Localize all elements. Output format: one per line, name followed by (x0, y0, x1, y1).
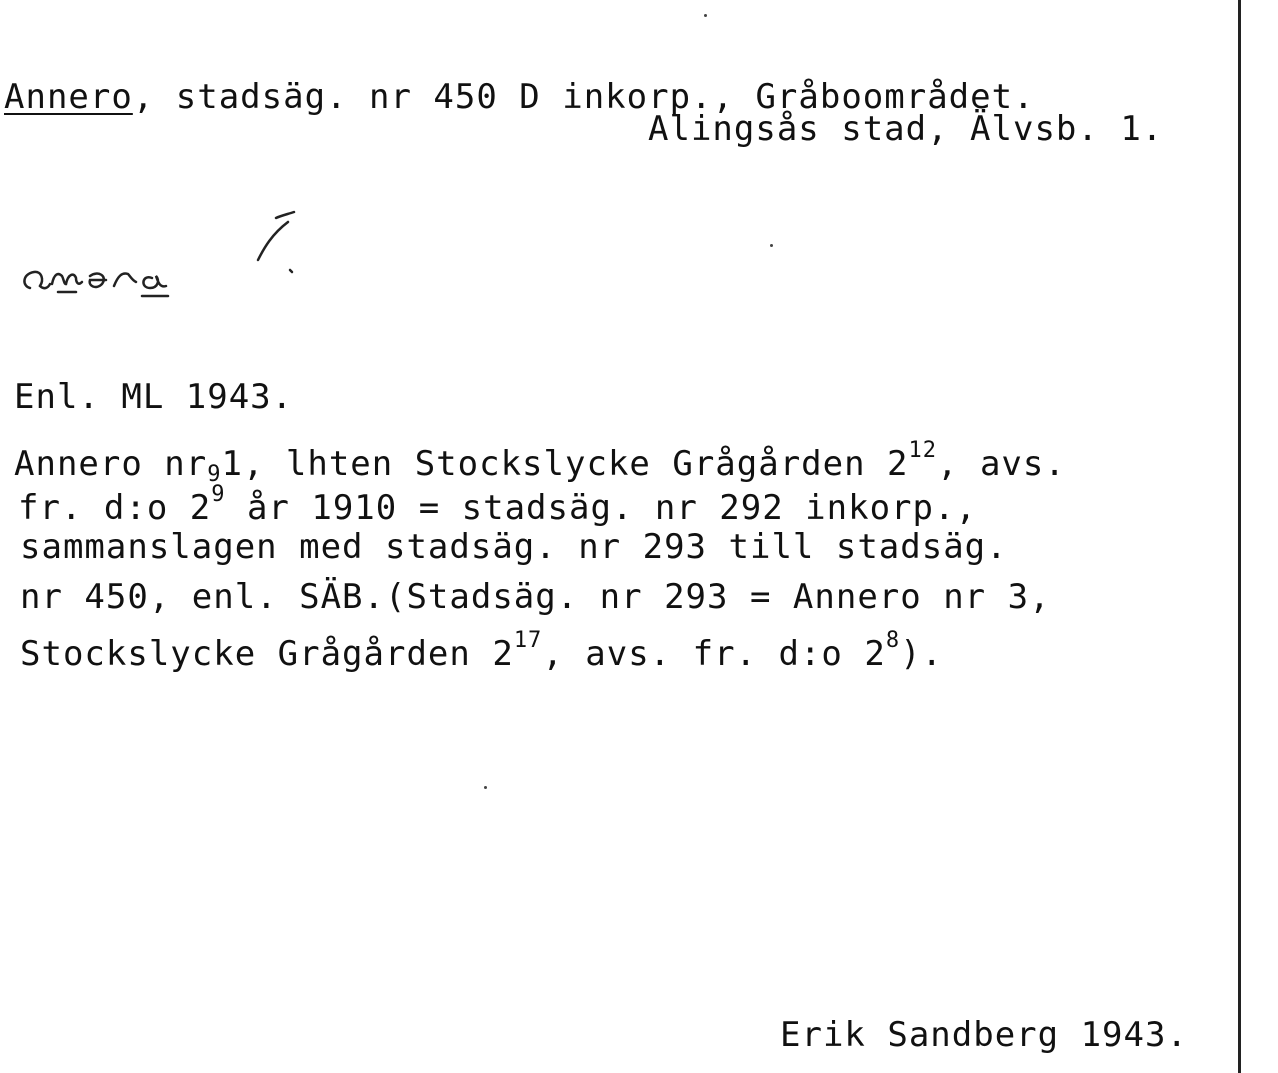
header-line-2 (648, 109, 1164, 149)
body-line-5 (20, 628, 944, 674)
speck (704, 14, 707, 17)
signature-text: Erik Sandberg 1943. (780, 1015, 1188, 1055)
pronunciation-handwriting (18, 210, 318, 310)
body-l1a: Annero nr (14, 444, 208, 484)
body-l1-sub: 9 (207, 462, 222, 487)
body-line-3 (20, 527, 1008, 567)
body-l5-sup2: 8 (885, 628, 901, 653)
speck (484, 786, 487, 789)
speck (770, 244, 773, 247)
header-line-1-rest: , stadsäg. nr 450 D inkorp., Gråboområdet. (132, 77, 1035, 117)
body-l1-sup: 12 (908, 438, 938, 463)
body-l1b: 1, lhten Stockslycke Grågården 2 (221, 444, 909, 484)
body-l5b: , avs. fr. d:o 2 (542, 634, 886, 674)
body-l5c: ). (900, 634, 944, 674)
body-l5-sup: 17 (513, 628, 543, 653)
source-line (14, 377, 294, 417)
body-line-4 (20, 577, 1051, 617)
body-l5a: Stockslycke Grågården 2 (20, 634, 514, 674)
body-line-2 (18, 482, 977, 528)
card-right-edge (1238, 0, 1241, 1073)
source-text: Enl. ML 1943. (14, 377, 294, 417)
signature-line (780, 1015, 1188, 1055)
body-line-1 (14, 440, 1066, 486)
pronunciation-text: anərå (18, 210, 22, 211)
body-l3: sammanslagen med stadsäg. nr 293 till stadsäg. (20, 527, 1008, 567)
body-l2-sup: 9 (211, 482, 226, 507)
body-l4: nr 450, enl. SÄB.(Stadsäg. nr 293 = Annero nr 3, (20, 577, 1051, 617)
body-l2a: fr. d:o 2 (18, 488, 212, 528)
place-name: Annero (4, 77, 133, 117)
municipality-text: Alingsås stad, Älvsb. 1. (648, 109, 1164, 149)
body-l2b: år 1910 = stadsäg. nr 292 inkorp., (225, 488, 977, 528)
body-l1c: , avs. (937, 444, 1066, 484)
